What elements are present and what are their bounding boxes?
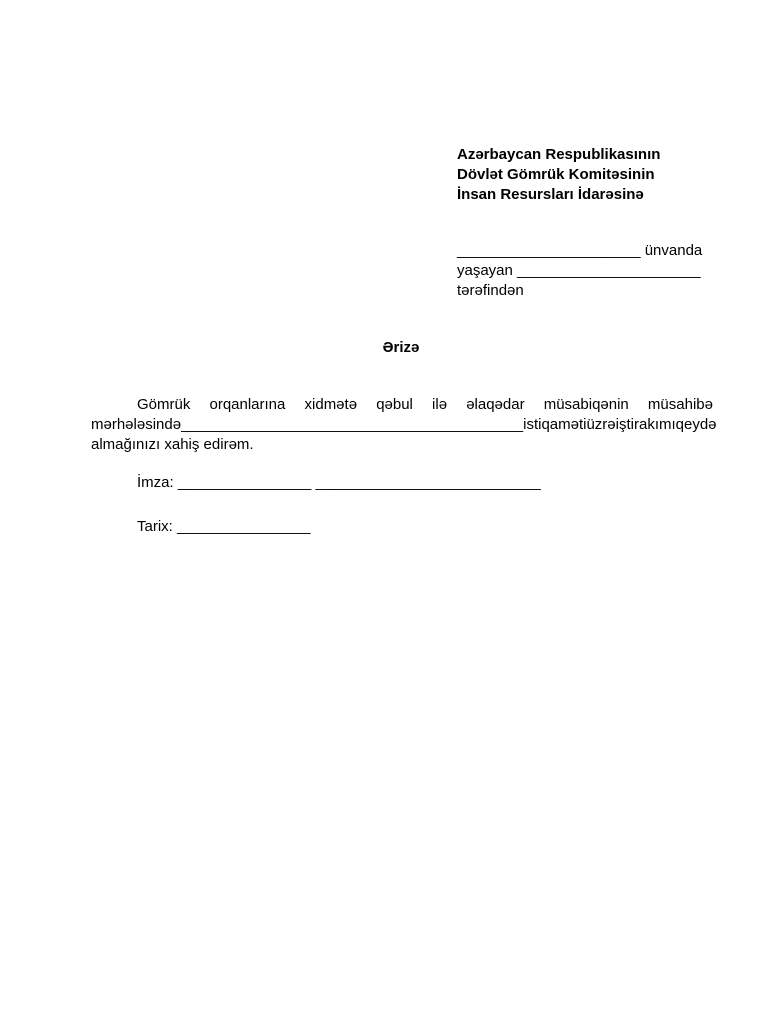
body-word: müsabiqənin [543,396,629,413]
body-word: mərhələsində [91,416,182,433]
body-word: istiqaməti [523,416,587,433]
body-word: əlaqədar [466,396,525,413]
body-word: iştirakımı [615,416,676,433]
body-word: ilə [432,396,448,413]
date-line: Tarix: ________________ [137,518,311,535]
body-word: Gömrük [137,396,191,413]
body-word: xidmətə [304,396,358,413]
addressee-line-1: Azərbaycan Respublikasının [457,146,661,163]
application-body [91,395,717,455]
document-title: Ərizə [382,339,420,356]
signature-line: İmza: ________________ ___________________________ [137,474,541,491]
sender-from-line: tərəfindən [457,282,524,299]
addressee-line-2: Dövlət Gömrük Komitəsinin [457,166,655,183]
body-word: üzrə [586,416,616,433]
body-word: qeydə [675,416,717,433]
body-word: qəbul [376,396,413,413]
sender-residence-line: yaşayan ______________________ [457,262,701,279]
body-line-3: almağınızı xahiş edirəm. [91,436,254,453]
body-word: müsahibə [647,396,713,413]
sender-address-line: ______________________ ünvanda [457,242,703,259]
body-line-1 [91,395,713,415]
sender-block [457,241,717,301]
addressee-block [457,145,717,205]
addressee-line-3: İnsan Resursları İdarəsinə [457,186,644,203]
direction-blank: _________________________________________ [181,416,524,433]
body-line-2 [91,415,717,435]
body-word: orqanlarına [209,396,286,413]
